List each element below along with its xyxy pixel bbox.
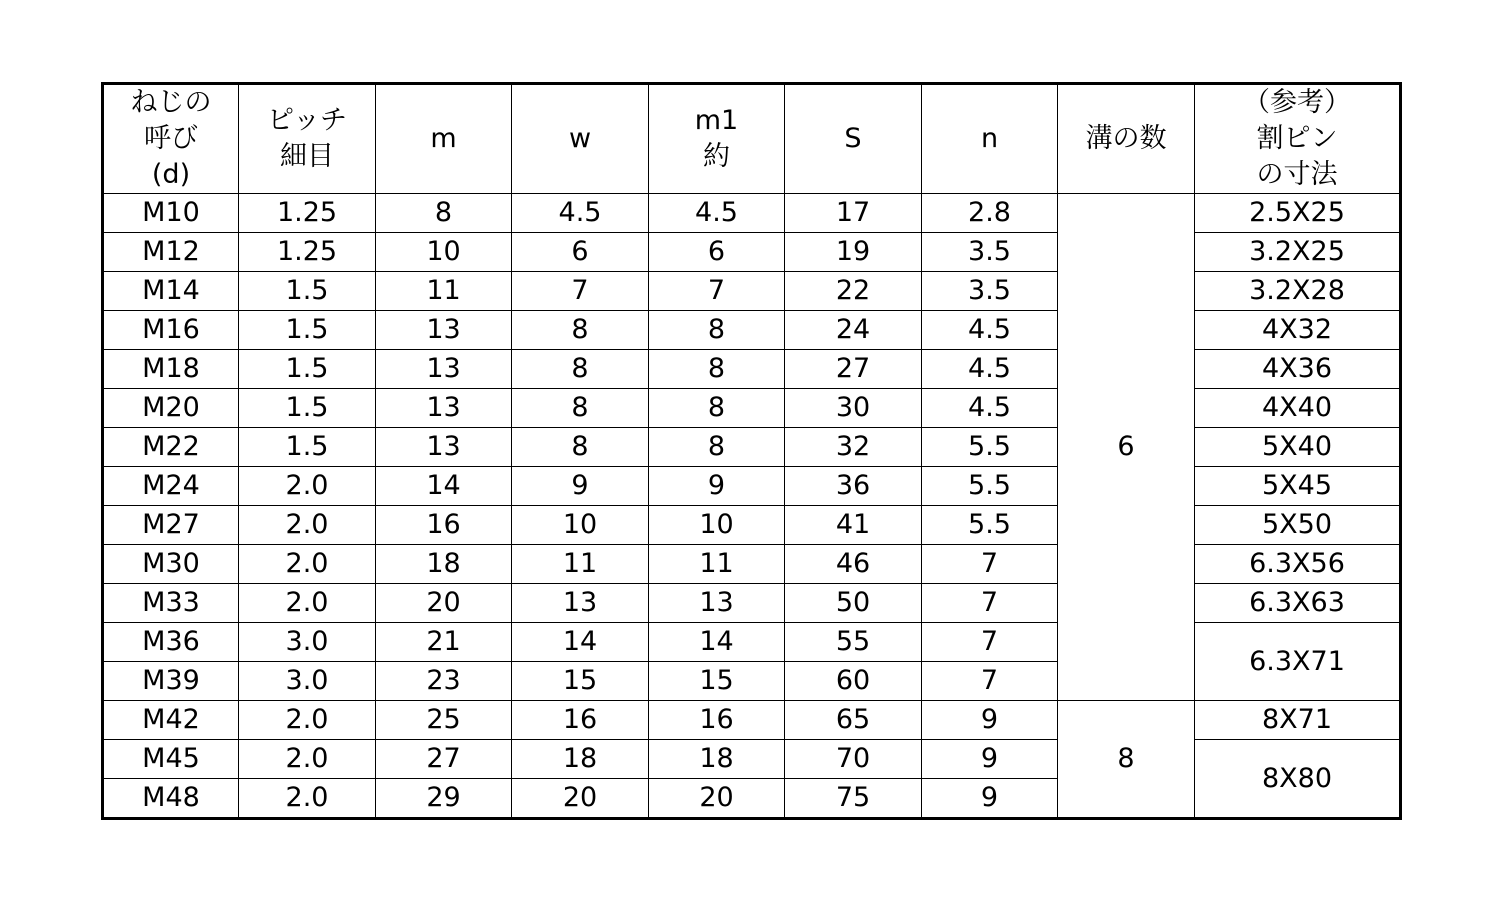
table-row <box>103 389 1401 428</box>
s-cell: 24 <box>785 311 922 350</box>
pitch-cell: 1.25 <box>239 194 376 233</box>
m-cell: 25 <box>376 701 512 740</box>
w-cell: 8 <box>512 428 649 467</box>
n-cell: 9 <box>922 740 1058 779</box>
n-cell: 7 <box>922 545 1058 584</box>
cotter-pin-size-cell: 4X36 <box>1195 350 1401 389</box>
thread-size-cell: M39 <box>103 662 239 701</box>
pitch-cell: 3.0 <box>239 662 376 701</box>
m1-cell: 14 <box>649 623 785 662</box>
n-cell: 7 <box>922 623 1058 662</box>
table-body <box>103 194 1401 819</box>
cotter-pin-size-cell: 5X45 <box>1195 467 1401 506</box>
thread-size-cell: M22 <box>103 428 239 467</box>
m-cell: 13 <box>376 350 512 389</box>
w-cell: 8 <box>512 311 649 350</box>
thread-size-cell: M16 <box>103 311 239 350</box>
pitch-cell: 1.5 <box>239 350 376 389</box>
groove-count-cell: 8 <box>1058 701 1195 819</box>
pitch-cell: 1.25 <box>239 233 376 272</box>
s-cell: 22 <box>785 272 922 311</box>
s-cell: 75 <box>785 779 922 819</box>
s-cell: 55 <box>785 623 922 662</box>
n-cell: 5.5 <box>922 467 1058 506</box>
pitch-cell: 2.0 <box>239 740 376 779</box>
cotter-pin-size-cell: 5X50 <box>1195 506 1401 545</box>
pitch-cell: 2.0 <box>239 779 376 819</box>
header-m1 <box>649 84 785 194</box>
header-line: w <box>568 123 592 154</box>
s-cell: 46 <box>785 545 922 584</box>
table-row <box>103 311 1401 350</box>
m-cell: 13 <box>376 428 512 467</box>
s-cell: 30 <box>785 389 922 428</box>
m-cell: 16 <box>376 506 512 545</box>
w-cell: 10 <box>512 506 649 545</box>
m-cell: 13 <box>376 311 512 350</box>
n-cell: 2.8 <box>922 194 1058 233</box>
w-cell: 7 <box>512 272 649 311</box>
s-cell: 27 <box>785 350 922 389</box>
m1-cell: 10 <box>649 506 785 545</box>
pitch-cell: 2.0 <box>239 545 376 584</box>
n-cell: 5.5 <box>922 428 1058 467</box>
header-n <box>922 84 1058 194</box>
header-line: ピッチ <box>267 105 347 136</box>
header-row <box>103 84 1401 194</box>
cotter-pin-size-cell: 3.2X25 <box>1195 233 1401 272</box>
table-row <box>103 584 1401 623</box>
header-line: 割ピン <box>1256 123 1338 154</box>
table-row <box>103 623 1401 662</box>
m1-cell: 11 <box>649 545 785 584</box>
m-cell: 14 <box>376 467 512 506</box>
table-row <box>103 467 1401 506</box>
header-m <box>376 84 512 194</box>
m1-cell: 8 <box>649 428 785 467</box>
n-cell: 7 <box>922 584 1058 623</box>
w-cell: 15 <box>512 662 649 701</box>
s-cell: 50 <box>785 584 922 623</box>
w-cell: 11 <box>512 545 649 584</box>
pitch-cell: 2.0 <box>239 584 376 623</box>
m1-cell: 8 <box>649 311 785 350</box>
thread-size-cell: M20 <box>103 389 239 428</box>
m-cell: 29 <box>376 779 512 819</box>
m-cell: 20 <box>376 584 512 623</box>
header-line: m <box>430 123 457 154</box>
w-cell: 9 <box>512 467 649 506</box>
cotter-pin-size-cell: 8X80 <box>1195 740 1401 819</box>
n-cell: 4.5 <box>922 389 1058 428</box>
m-cell: 18 <box>376 545 512 584</box>
m-cell: 10 <box>376 233 512 272</box>
header-line: 細目 <box>280 141 334 172</box>
table-row <box>103 740 1401 779</box>
m1-cell: 18 <box>649 740 785 779</box>
table-row <box>103 233 1401 272</box>
s-cell: 19 <box>785 233 922 272</box>
m-cell: 11 <box>376 272 512 311</box>
cotter-pin-size-cell: 5X40 <box>1195 428 1401 467</box>
m1-cell: 13 <box>649 584 785 623</box>
w-cell: 14 <box>512 623 649 662</box>
w-cell: 8 <box>512 350 649 389</box>
m1-cell: 8 <box>649 350 785 389</box>
n-cell: 3.5 <box>922 272 1058 311</box>
m1-cell: 16 <box>649 701 785 740</box>
thread-size-cell: M48 <box>103 779 239 819</box>
header-cotter-pin-size <box>1195 84 1401 194</box>
cotter-pin-size-cell: 4X40 <box>1195 389 1401 428</box>
w-cell: 20 <box>512 779 649 819</box>
s-cell: 41 <box>785 506 922 545</box>
thread-size-cell: M10 <box>103 194 239 233</box>
header-line: の寸法 <box>1256 159 1338 190</box>
w-cell: 6 <box>512 233 649 272</box>
n-cell: 4.5 <box>922 350 1058 389</box>
header-line: n <box>980 123 999 154</box>
pitch-cell: 2.0 <box>239 506 376 545</box>
table-row <box>103 701 1401 740</box>
w-cell: 4.5 <box>512 194 649 233</box>
header-line: S <box>844 123 862 154</box>
thread-size-cell: M27 <box>103 506 239 545</box>
s-cell: 70 <box>785 740 922 779</box>
thread-size-cell: M24 <box>103 467 239 506</box>
w-cell: 16 <box>512 701 649 740</box>
s-cell: 32 <box>785 428 922 467</box>
pitch-cell: 2.0 <box>239 701 376 740</box>
cotter-pin-size-cell: 6.3X56 <box>1195 545 1401 584</box>
header-pitch <box>239 84 376 194</box>
table-row <box>103 545 1401 584</box>
header-line: （参考） <box>1243 87 1351 118</box>
s-cell: 36 <box>785 467 922 506</box>
header-line: ねじの <box>130 87 212 118</box>
s-cell: 65 <box>785 701 922 740</box>
pitch-cell: 2.0 <box>239 467 376 506</box>
m-cell: 13 <box>376 389 512 428</box>
header-line: 溝の数 <box>1085 123 1167 154</box>
groove-count-cell: 6 <box>1058 194 1195 701</box>
header-line: m1 <box>694 105 739 136</box>
n-cell: 9 <box>922 701 1058 740</box>
table-row <box>103 428 1401 467</box>
cotter-pin-size-cell: 8X71 <box>1195 701 1401 740</box>
table-row <box>103 272 1401 311</box>
cotter-pin-size-cell: 6.3X63 <box>1195 584 1401 623</box>
thread-size-cell: M45 <box>103 740 239 779</box>
m-cell: 8 <box>376 194 512 233</box>
n-cell: 5.5 <box>922 506 1058 545</box>
cotter-pin-size-cell: 3.2X28 <box>1195 272 1401 311</box>
m-cell: 23 <box>376 662 512 701</box>
table-row <box>103 506 1401 545</box>
w-cell: 8 <box>512 389 649 428</box>
m1-cell: 6 <box>649 233 785 272</box>
pitch-cell: 1.5 <box>239 389 376 428</box>
thread-size-cell: M14 <box>103 272 239 311</box>
n-cell: 7 <box>922 662 1058 701</box>
m-cell: 21 <box>376 623 512 662</box>
header-w <box>512 84 649 194</box>
thread-size-cell: M42 <box>103 701 239 740</box>
m1-cell: 15 <box>649 662 785 701</box>
thread-size-cell: M12 <box>103 233 239 272</box>
pitch-cell: 3.0 <box>239 623 376 662</box>
pitch-cell: 1.5 <box>239 272 376 311</box>
pitch-cell: 1.5 <box>239 311 376 350</box>
m1-cell: 20 <box>649 779 785 819</box>
table-row <box>103 194 1401 233</box>
s-cell: 17 <box>785 194 922 233</box>
m1-cell: 8 <box>649 389 785 428</box>
w-cell: 18 <box>512 740 649 779</box>
header-s <box>785 84 922 194</box>
w-cell: 13 <box>512 584 649 623</box>
thread-size-cell: M33 <box>103 584 239 623</box>
n-cell: 4.5 <box>922 311 1058 350</box>
header-line: 呼び <box>144 123 198 154</box>
n-cell: 9 <box>922 779 1058 819</box>
header-line: 約 <box>703 141 730 172</box>
s-cell: 60 <box>785 662 922 701</box>
m1-cell: 4.5 <box>649 194 785 233</box>
pitch-cell: 1.5 <box>239 428 376 467</box>
m-cell: 27 <box>376 740 512 779</box>
m1-cell: 9 <box>649 467 785 506</box>
table-row <box>103 350 1401 389</box>
header-line: (d) <box>151 159 191 190</box>
cotter-pin-size-cell: 4X32 <box>1195 311 1401 350</box>
header-thread-size <box>103 84 239 194</box>
cotter-pin-size-cell: 2.5X25 <box>1195 194 1401 233</box>
n-cell: 3.5 <box>922 233 1058 272</box>
nut-dimension-table <box>101 82 1402 820</box>
header-groove-count <box>1058 84 1195 194</box>
thread-size-cell: M30 <box>103 545 239 584</box>
thread-size-cell: M18 <box>103 350 239 389</box>
cotter-pin-size-cell: 6.3X71 <box>1195 623 1401 701</box>
m1-cell: 7 <box>649 272 785 311</box>
thread-size-cell: M36 <box>103 623 239 662</box>
